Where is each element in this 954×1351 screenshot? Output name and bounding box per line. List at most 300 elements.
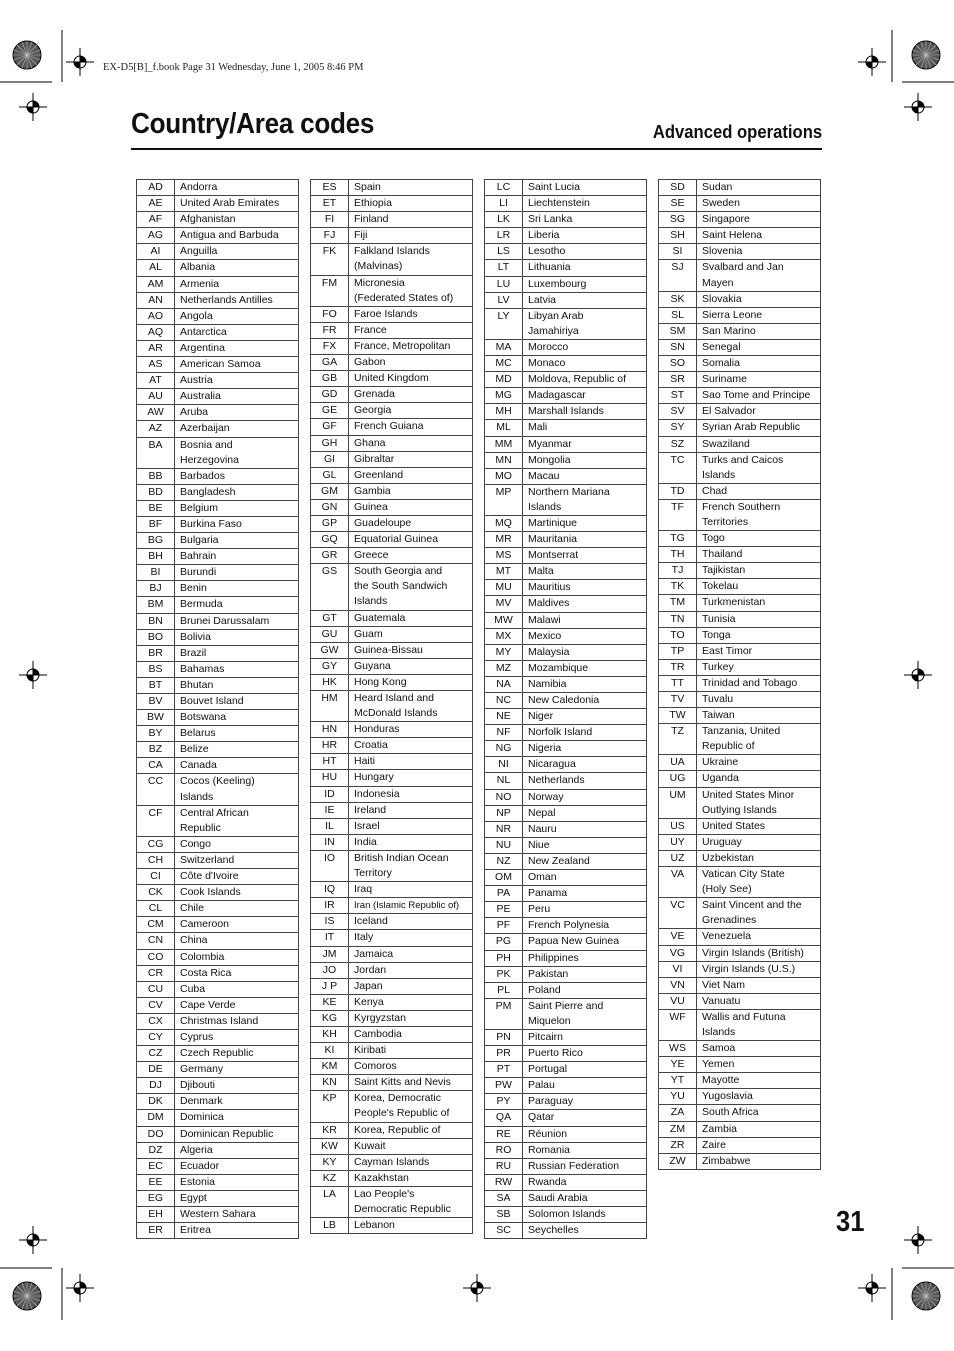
- table-row: [485, 740, 646, 756]
- country-name: India: [354, 835, 377, 848]
- country-name: Mali: [528, 421, 548, 434]
- table-row: [137, 805, 298, 836]
- country-code: KI: [311, 1043, 349, 1058]
- country-code: ML: [485, 420, 523, 435]
- country-code: FJ: [311, 228, 349, 243]
- country-name: Turks and Caicos Islands: [702, 453, 784, 481]
- country-code: KY: [311, 1155, 349, 1170]
- country-name: Central African Republic: [180, 806, 249, 834]
- country-name: Botswana: [180, 711, 227, 724]
- country-name: Benin: [180, 582, 207, 595]
- table-row: [485, 612, 646, 628]
- country-code: SI: [659, 244, 697, 259]
- table-row: [485, 243, 646, 259]
- country-name: Cyprus: [180, 1030, 214, 1043]
- table-row: [311, 626, 472, 642]
- table-row: [485, 692, 646, 708]
- country-name: Saint Pierre and Miquelon: [528, 999, 604, 1027]
- table-row: [485, 371, 646, 387]
- table-row: [137, 243, 298, 259]
- country-code: ZR: [659, 1138, 697, 1153]
- country-name: Yugoslavia: [702, 1090, 753, 1103]
- country-name: Syrian Arab Republic: [702, 421, 801, 434]
- country-name: Greenland: [354, 468, 404, 481]
- table-row: [311, 946, 472, 962]
- country-code: MS: [485, 548, 523, 563]
- table-row: [659, 436, 820, 452]
- country-name: Uzbekistan: [702, 851, 754, 864]
- table-row: [311, 674, 472, 690]
- country-name: Kyrgyzstan: [354, 1011, 406, 1024]
- country-name: Libyan Arab Jamahiriya: [528, 309, 584, 337]
- table-row: [137, 629, 298, 645]
- country-name: Albania: [180, 261, 216, 274]
- crosshair-mark-icon: [66, 48, 94, 76]
- country-code: AT: [137, 373, 175, 388]
- country-code: VI: [659, 962, 697, 977]
- table-row: [311, 275, 472, 306]
- country-name: Bosnia and Herzegovina: [180, 438, 239, 466]
- country-name: Dominican Republic: [180, 1127, 274, 1140]
- country-name: France: [354, 323, 387, 336]
- country-name: Belize: [180, 743, 209, 756]
- country-code: TM: [659, 595, 697, 610]
- country-code: SO: [659, 356, 697, 371]
- table-row: [659, 897, 820, 928]
- country-code: UM: [659, 788, 697, 818]
- country-name: Costa Rica: [180, 966, 232, 979]
- country-name: Sudan: [702, 181, 733, 193]
- country-code: AF: [137, 212, 175, 227]
- table-row: [311, 547, 472, 563]
- table-row: [137, 965, 298, 981]
- country-code: NR: [485, 822, 523, 837]
- country-code: BM: [137, 597, 175, 612]
- table-row: [659, 818, 820, 834]
- country-code: AZ: [137, 421, 175, 436]
- country-code: NF: [485, 725, 523, 740]
- country-name: French Polynesia: [528, 919, 610, 932]
- table-row: [137, 180, 298, 195]
- country-name: Liberia: [528, 229, 560, 242]
- country-code: YU: [659, 1089, 697, 1104]
- table-row: [311, 211, 472, 227]
- country-code: ZW: [659, 1154, 697, 1169]
- country-code: GA: [311, 355, 349, 370]
- country-name: Andorra: [180, 181, 218, 193]
- table-row: [659, 928, 820, 944]
- country-name: Bulgaria: [180, 534, 219, 547]
- table-row: [659, 961, 820, 977]
- country-code: MP: [485, 485, 523, 515]
- country-code: IT: [311, 930, 349, 945]
- country-name: Cameroon: [180, 918, 230, 931]
- country-name: Senegal: [702, 340, 741, 353]
- country-name: Ethiopia: [354, 197, 392, 210]
- country-name: Slovakia: [702, 292, 742, 305]
- table-row: [137, 725, 298, 741]
- table-row: [659, 339, 820, 355]
- country-code: SA: [485, 1191, 523, 1206]
- crosshair-mark-icon: [904, 1226, 932, 1254]
- table-row: [311, 195, 472, 211]
- table-row: [485, 468, 646, 484]
- country-name: Sri Lanka: [528, 213, 573, 226]
- table-row: [485, 563, 646, 579]
- table-row: [137, 420, 298, 436]
- table-row: [659, 1056, 820, 1072]
- crosshair-mark-icon: [858, 1274, 886, 1302]
- table-row: [659, 866, 820, 897]
- country-name: Tonga: [702, 628, 731, 641]
- table-row: [137, 388, 298, 404]
- table-row: [311, 402, 472, 418]
- table-row: [311, 451, 472, 467]
- table-row: [485, 1061, 646, 1077]
- table-row: [311, 531, 472, 547]
- country-name: British Indian Ocean Territory: [354, 851, 449, 880]
- crosshair-mark-icon: [66, 1274, 94, 1302]
- country-name: Tunisia: [702, 612, 736, 625]
- table-row: [485, 227, 646, 243]
- country-name: Armenia: [180, 277, 220, 290]
- print-header-note: EX-D5[B]_f.book Page 31 Wednesday, June 1, 2005 8:46 PM: [103, 62, 364, 73]
- table-row: [485, 276, 646, 292]
- table-row: [137, 773, 298, 804]
- country-code: ER: [137, 1223, 175, 1238]
- country-code: NE: [485, 709, 523, 724]
- country-code: FM: [311, 276, 349, 306]
- country-code: NU: [485, 838, 523, 853]
- country-name: Puerto Rico: [528, 1047, 583, 1060]
- country-name: Saint Helena: [702, 229, 763, 242]
- country-code: ST: [659, 388, 697, 403]
- country-code: RU: [485, 1159, 523, 1174]
- country-name: Zaire: [702, 1138, 726, 1151]
- table-row: [311, 418, 472, 434]
- country-code: PG: [485, 934, 523, 949]
- country-name: Dominica: [180, 1111, 224, 1124]
- country-code: VN: [659, 978, 697, 993]
- country-name: South Africa: [702, 1106, 759, 1119]
- country-name: Zambia: [702, 1122, 738, 1135]
- country-name: Tanzania, United Republic of: [702, 725, 781, 753]
- country-code: PN: [485, 1030, 523, 1045]
- country-name: Western Sahara: [180, 1208, 256, 1220]
- table-row: [659, 211, 820, 227]
- country-code: GM: [311, 484, 349, 499]
- country-name: Kuwait: [354, 1139, 386, 1152]
- country-name: Bahrain: [180, 550, 217, 563]
- table-row: [137, 997, 298, 1013]
- country-code: SC: [485, 1223, 523, 1238]
- country-code: CO: [137, 950, 175, 965]
- country-code: IQ: [311, 882, 349, 897]
- country-code: FX: [311, 339, 349, 354]
- country-code: VE: [659, 929, 697, 944]
- country-name: Portugal: [528, 1063, 568, 1076]
- country-code: HM: [311, 691, 349, 721]
- table-row: [485, 885, 646, 901]
- table-row: [485, 628, 646, 644]
- country-name: Slovenia: [702, 245, 743, 258]
- country-name: Nigeria: [528, 742, 562, 755]
- country-code: SZ: [659, 437, 697, 452]
- country-name: Malaysia: [528, 645, 570, 658]
- table-row: [485, 531, 646, 547]
- table-row: [659, 562, 820, 578]
- table-row: [311, 753, 472, 769]
- table-row: [137, 532, 298, 548]
- country-name: Croatia: [354, 739, 388, 752]
- table-row: [137, 852, 298, 868]
- country-name: Sierra Leone: [702, 308, 763, 321]
- table-row: [485, 998, 646, 1029]
- country-name: Vanuatu: [702, 994, 741, 1007]
- table-row: [659, 787, 820, 818]
- table-row: [659, 355, 820, 371]
- country-name: Burundi: [180, 566, 217, 579]
- country-code: US: [659, 819, 697, 834]
- country-name: Venezuela: [702, 930, 752, 943]
- table-row: [311, 386, 472, 402]
- country-code: CR: [137, 966, 175, 981]
- table-row: [137, 1158, 298, 1174]
- table-row: [311, 769, 472, 785]
- country-name: Grenada: [354, 388, 395, 401]
- country-name: Jamaica: [354, 947, 394, 960]
- country-name: Czech Republic: [180, 1047, 254, 1060]
- country-name: Northern Mariana Islands: [528, 485, 610, 513]
- country-code: CV: [137, 998, 175, 1013]
- table-row: [485, 966, 646, 982]
- country-code: LU: [485, 277, 523, 292]
- country-name: Papua New Guinea: [528, 935, 620, 948]
- country-name: Ukraine: [702, 756, 739, 769]
- country-code: KZ: [311, 1171, 349, 1186]
- country-name: Switzerland: [180, 853, 235, 866]
- country-name: Iran (Islamic Republic of): [354, 900, 460, 912]
- country-code: UG: [659, 771, 697, 786]
- country-name: Ecuador: [180, 1159, 220, 1172]
- country-name: United Kingdom: [354, 372, 429, 385]
- country-code: AI: [137, 244, 175, 259]
- country-code: GT: [311, 611, 349, 626]
- country-code: UZ: [659, 851, 697, 866]
- country-name: France, Metropolitan: [354, 339, 451, 352]
- crosshair-mark-icon: [904, 93, 932, 121]
- country-code: AS: [137, 357, 175, 372]
- country-code: MY: [485, 645, 523, 660]
- country-name: Congo: [180, 837, 211, 850]
- country-name: South Georgia and the South Sandwich Islands: [354, 565, 448, 608]
- country-name: Vatican City State (Holy See): [702, 868, 785, 896]
- page-number: 31: [836, 1206, 865, 1238]
- country-name: Micronesia (Federated States of): [354, 276, 454, 304]
- country-code: TN: [659, 612, 697, 627]
- crosshair-mark-icon: [904, 661, 932, 689]
- table-row: [137, 1190, 298, 1206]
- table-row: [311, 929, 472, 945]
- table-row: [659, 1088, 820, 1104]
- table-row: [311, 1010, 472, 1026]
- table-row: [311, 515, 472, 531]
- table-row: [137, 468, 298, 484]
- table-row: [311, 499, 472, 515]
- table-row: [485, 355, 646, 371]
- country-code: PK: [485, 967, 523, 982]
- country-code: PT: [485, 1062, 523, 1077]
- country-name: United States Minor Outlying Islands: [702, 788, 795, 816]
- country-code: EC: [137, 1159, 175, 1174]
- country-code: SV: [659, 404, 697, 419]
- table-row: [485, 1222, 646, 1238]
- country-code: WS: [659, 1041, 697, 1056]
- country-name: Saint Kitts and Nevis: [354, 1076, 451, 1089]
- country-name: Netherlands Antilles: [180, 293, 273, 306]
- country-name: Netherlands: [528, 774, 585, 787]
- country-code: PE: [485, 902, 523, 917]
- table-row: [137, 372, 298, 388]
- country-code: JO: [311, 963, 349, 978]
- table-row: [485, 1109, 646, 1125]
- country-code: LY: [485, 309, 523, 339]
- country-code: RO: [485, 1143, 523, 1158]
- country-code: GY: [311, 659, 349, 674]
- table-row: [659, 403, 820, 419]
- country-name: Japan: [354, 979, 383, 992]
- table-row: [137, 613, 298, 629]
- table-row: [485, 387, 646, 403]
- country-code: PH: [485, 951, 523, 966]
- rosette-mark-icon: [912, 1282, 940, 1310]
- table-row: [137, 932, 298, 948]
- country-code: JM: [311, 947, 349, 962]
- country-name: Jordan: [354, 963, 387, 976]
- table-row: [137, 308, 298, 324]
- table-row: [137, 548, 298, 564]
- table-row: [485, 579, 646, 595]
- table-row: [659, 754, 820, 770]
- country-name: American Samoa: [180, 358, 261, 371]
- country-code: MT: [485, 564, 523, 579]
- country-code: BF: [137, 517, 175, 532]
- country-code: BB: [137, 469, 175, 484]
- country-code: GL: [311, 468, 349, 483]
- country-code: LC: [485, 180, 523, 195]
- country-code: AW: [137, 405, 175, 420]
- country-code: KM: [311, 1059, 349, 1074]
- country-code: NL: [485, 773, 523, 788]
- country-name: Panama: [528, 887, 568, 900]
- country-code: MR: [485, 532, 523, 547]
- table-row: [485, 259, 646, 275]
- table-row: [311, 467, 472, 483]
- country-code: GQ: [311, 532, 349, 547]
- country-code: KH: [311, 1027, 349, 1042]
- country-code: TO: [659, 628, 697, 643]
- country-code: ZM: [659, 1122, 697, 1137]
- country-name: Gambia: [354, 484, 391, 497]
- country-code: GU: [311, 627, 349, 642]
- country-name: Latvia: [528, 293, 557, 306]
- country-code: BE: [137, 501, 175, 516]
- country-code: BZ: [137, 742, 175, 757]
- country-name: Swaziland: [702, 437, 750, 450]
- table-row: [485, 180, 646, 195]
- country-code: AU: [137, 389, 175, 404]
- country-name: Martinique: [528, 516, 578, 529]
- table-row: [659, 945, 820, 961]
- country-name: Yemen: [702, 1058, 735, 1071]
- country-code: MO: [485, 469, 523, 484]
- country-code: PL: [485, 983, 523, 998]
- country-name: Belarus: [180, 727, 216, 740]
- country-name: Belgium: [180, 501, 218, 514]
- country-name: Liechtenstein: [528, 197, 590, 210]
- table-row: [137, 484, 298, 500]
- table-row: [659, 227, 820, 243]
- country-code: UY: [659, 835, 697, 850]
- table-row: [485, 308, 646, 339]
- country-name: Antarctica: [180, 325, 227, 338]
- table-row: [659, 850, 820, 866]
- country-code: VC: [659, 898, 697, 928]
- country-code: FI: [311, 212, 349, 227]
- country-code: GD: [311, 387, 349, 402]
- table-row: [659, 371, 820, 387]
- country-name: Hungary: [354, 771, 394, 784]
- country-name: Russian Federation: [528, 1159, 620, 1172]
- country-code: CU: [137, 982, 175, 997]
- country-name: Paraguay: [528, 1095, 573, 1108]
- country-code: LA: [311, 1187, 349, 1217]
- country-code: TR: [659, 660, 697, 675]
- country-code: GH: [311, 436, 349, 451]
- country-code: PF: [485, 918, 523, 933]
- table-row: [137, 437, 298, 468]
- table-row: [311, 306, 472, 322]
- table-row: [485, 1174, 646, 1190]
- country-name: Colombia: [180, 950, 225, 963]
- country-name: Azerbaijan: [180, 422, 230, 435]
- table-row: [311, 1170, 472, 1186]
- table-row: [659, 627, 820, 643]
- country-name: Austria: [180, 374, 213, 387]
- country-name: Denmark: [180, 1095, 223, 1108]
- country-name: Namibia: [528, 677, 567, 690]
- table-row: [137, 564, 298, 580]
- country-name: Indonesia: [354, 787, 400, 800]
- country-code: CZ: [137, 1046, 175, 1061]
- country-code: AR: [137, 341, 175, 356]
- country-code: VU: [659, 994, 697, 1009]
- table-row: [137, 1222, 298, 1238]
- table-row: [311, 610, 472, 626]
- rosette-mark-icon: [13, 1282, 41, 1310]
- table-row: [659, 323, 820, 339]
- country-name: Ghana: [354, 436, 386, 449]
- table-row: [137, 596, 298, 612]
- country-name: Kiribati: [354, 1044, 387, 1057]
- country-code: BI: [137, 565, 175, 580]
- table-row: [659, 180, 820, 195]
- table-row: [659, 195, 820, 211]
- table-row: [659, 1040, 820, 1056]
- country-code: FR: [311, 323, 349, 338]
- table-row: [311, 962, 472, 978]
- country-code: PY: [485, 1094, 523, 1109]
